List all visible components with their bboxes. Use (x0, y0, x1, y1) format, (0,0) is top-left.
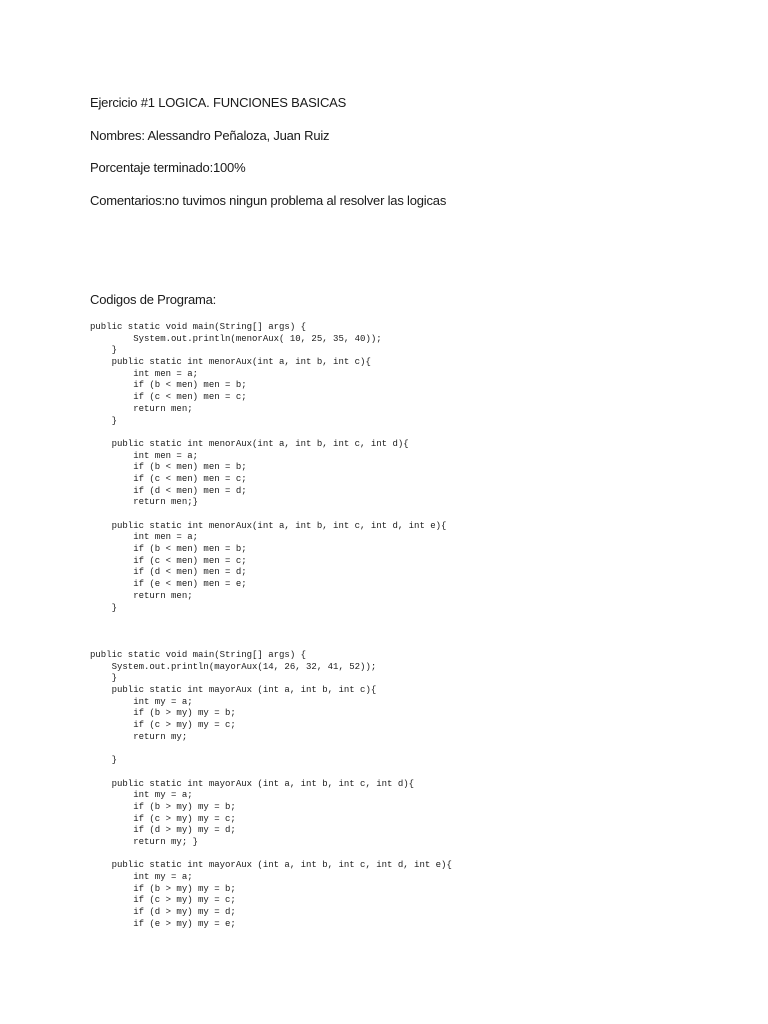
code-line: if (c > my) my = c; (90, 813, 236, 824)
code-line: if (d > my) my = d; (90, 825, 236, 836)
code-line: if (c > my) my = c; (90, 895, 236, 906)
code-line: public static void main(String[] args) { (90, 322, 307, 332)
code-line: public static int menorAux(int a, int b, int c, int d){ (90, 438, 409, 449)
code-line: return my; (90, 731, 188, 742)
code-line: int men = a; (90, 532, 199, 543)
code-line: public static int mayorAux (int a, int b, int c, int d){ (90, 778, 415, 789)
code-line: System.out.println(mayorAux(14, 26, 32, 41, 52)); (90, 661, 377, 672)
code-line: } (90, 415, 118, 426)
code-heading: Codigos de Programa: (90, 292, 217, 307)
code-line: } (90, 755, 118, 766)
code-line (90, 849, 452, 861)
code-line: if (b < men) men = b; (90, 380, 247, 391)
code-line: if (e < men) men = e; (90, 579, 247, 590)
code-line: if (b > my) my = b; (90, 883, 236, 894)
code-line: return men; (90, 590, 193, 601)
code-line: if (e > my) my = e; (90, 918, 236, 929)
code-line (90, 744, 452, 756)
code-block-menor (90, 322, 446, 614)
code-line: public static int mayorAux (int a, int b, int c, int d, int e){ (90, 860, 452, 871)
code-line (90, 767, 452, 779)
code-line: if (d < men) men = d; (90, 485, 247, 496)
code-line: if (c < men) men = c; (90, 555, 247, 566)
code-line: public static int menorAux(int a, int b, int c, int d, int e){ (90, 520, 447, 531)
code-line: int men = a; (90, 368, 199, 379)
code-line: if (b < men) men = b; (90, 544, 247, 555)
code-line: public static int menorAux(int a, int b, int c){ (90, 357, 371, 368)
code-line: return men;} (90, 497, 199, 508)
code-line: if (c < men) men = c; (90, 473, 247, 484)
code-line: int my = a; (90, 790, 193, 801)
code-line (90, 509, 446, 521)
code-line: } (90, 345, 118, 356)
code-line: if (d > my) my = d; (90, 907, 236, 918)
code-line: int men = a; (90, 450, 199, 461)
code-line: public static int mayorAux (int a, int b, int c){ (90, 685, 377, 696)
comments: Comentarios:no tuvimos ningun problema al resolver las logicas (90, 193, 447, 208)
code-line: public static void main(String[] args) { (90, 650, 307, 660)
code-line: System.out.println(menorAux( 10, 25, 35, 40)); (90, 333, 382, 344)
code-line: if (c > my) my = c; (90, 720, 236, 731)
code-line: } (90, 602, 118, 613)
code-line: } (90, 673, 118, 684)
code-line: if (b > my) my = b; (90, 801, 236, 812)
code-line: if (b > my) my = b; (90, 708, 236, 719)
exercise-title: Ejercicio #1 LOGICA. FUNCIONES BASICAS (90, 95, 347, 110)
code-line: return men; (90, 403, 193, 414)
code-line: return my; } (90, 837, 199, 847)
code-line (90, 427, 446, 439)
code-line: int my = a; (90, 872, 193, 883)
student-names: Nombres: Alessandro Peñaloza, Juan Ruiz (90, 128, 330, 143)
completion-percentage: Porcentaje terminado:100% (90, 160, 246, 175)
code-line: if (b < men) men = b; (90, 462, 247, 473)
code-block-mayor (90, 650, 452, 931)
code-line: if (c < men) men = c; (90, 392, 247, 403)
code-line: int my = a; (90, 696, 193, 707)
code-line: if (d < men) men = d; (90, 567, 247, 578)
